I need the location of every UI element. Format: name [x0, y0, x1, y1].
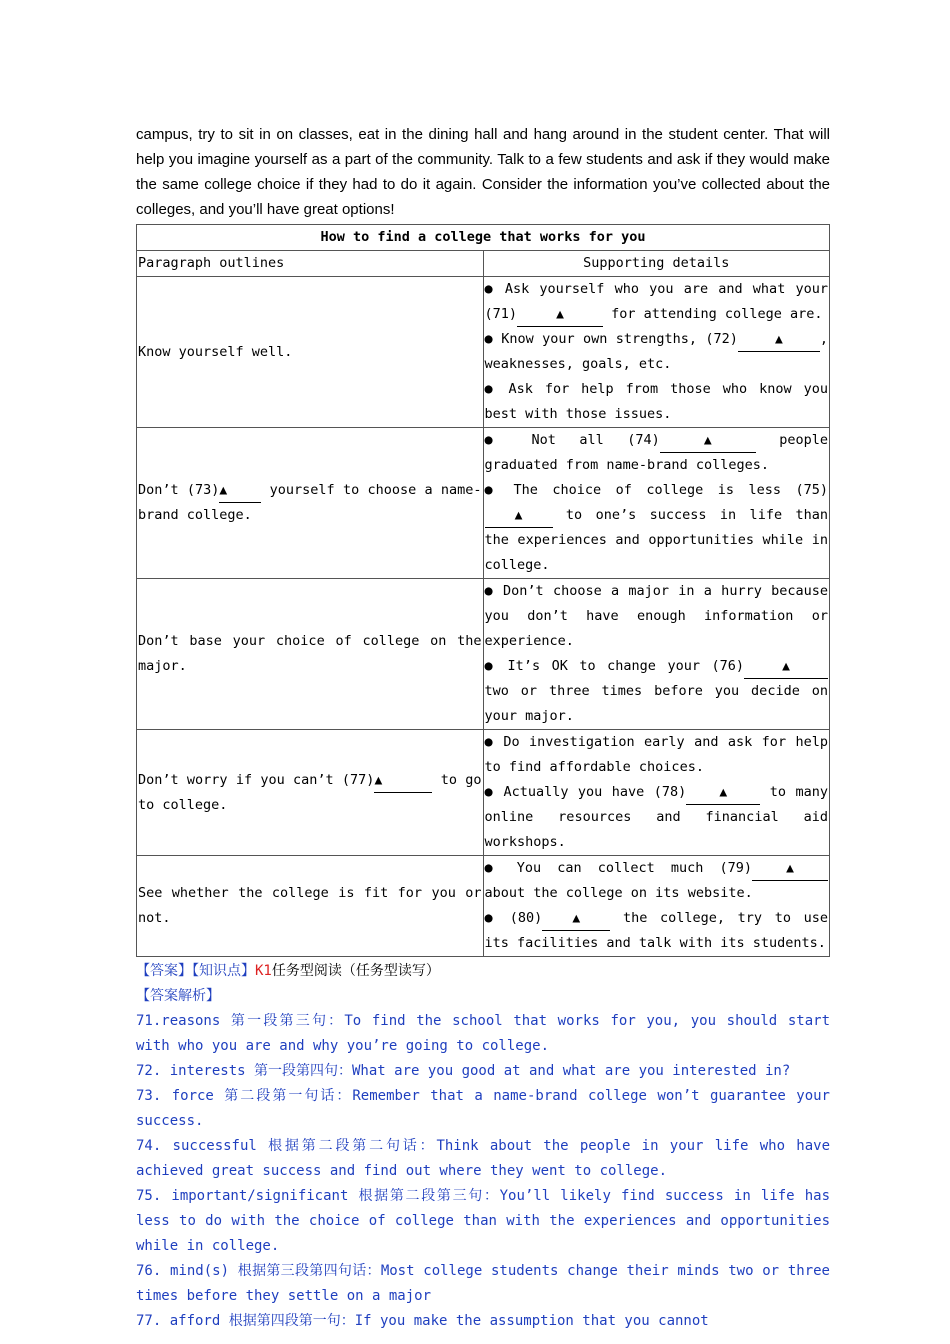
table-row [137, 730, 830, 856]
detail-item: ● The choice of college is less (75)▲ to one’s success in life than the experiences and opportunities while in college. [484, 482, 828, 573]
detail-item: ● Do investigation early and ask for help to find affordable choices. [484, 734, 828, 775]
outline-cell: Don’t base your choice of college on the major. [137, 579, 484, 730]
triangle-icon: ▲ [719, 785, 728, 800]
answer-blank[interactable] [744, 655, 828, 679]
answer-blank[interactable] [542, 907, 610, 931]
detail-item: ● Know your own strengths, (72) ▲ , weaknesses, goals, etc. [485, 327, 829, 377]
detail-item: ● Not all (74) ▲ people graduated from name-brand colleges. [485, 428, 829, 478]
table-row [137, 277, 830, 428]
answer-line: 74. successful 根据第二段第二句话：Think about the people in your life who have achieved great success and find out where they went to college. [136, 1138, 830, 1179]
details-cell [483, 277, 830, 428]
triangle-icon: ▲ [572, 911, 581, 926]
details-cell [483, 730, 830, 856]
triangle-icon: ▲ [774, 332, 783, 347]
answer-line: 77. afford 根据第四段第一句：If you make the assumption that you cannot [136, 1313, 709, 1329]
answer-blank[interactable] [485, 504, 553, 528]
detail-item: ● Don’t choose a major in a hurry because you don’t have enough information or experience. [484, 583, 828, 649]
intro-paragraph: campus, try to sit in on classes, eat in the dining hall and hang around in the student center. That will help you imagine yourself as a part of the community. Talk to a few students and ask if they would make the same college choice if they had to do it again. Consider the information you’ve collected about the colleges, and you’ll have great options! [136, 126, 830, 218]
answer-line: 75. important/significant 根据第二段第三句：You’ll likely find success in life has less to do with the choice of college than with the experiences and opportunities while in college. [136, 1188, 830, 1254]
knowledge-tag: 【知识点】 [192, 963, 255, 979]
triangle-icon: ▲ [374, 772, 383, 788]
answer-blank[interactable] [738, 328, 820, 352]
detail-item: ● (80) ▲ the college, try to use its facilities and talk with its students. [485, 906, 829, 956]
outline-table [136, 224, 830, 957]
triangle-icon: ▲ [786, 861, 794, 876]
answer-blank[interactable] [219, 479, 261, 503]
answer-blank[interactable] [660, 429, 756, 453]
answer-tag: 【答案】 [136, 963, 192, 979]
document-page [136, 122, 830, 1334]
triangle-icon: ▲ [514, 508, 523, 523]
knowledge-topic: 任务型阅读（任务型读写） [271, 963, 440, 979]
outline-cell: See whether the college is fit for you or not. [137, 856, 484, 957]
answer-blank[interactable] [374, 769, 432, 793]
triangle-icon: ▲ [703, 433, 712, 448]
details-cell [483, 579, 830, 730]
answer-line: 72. interests 第一段第四句：What are you good at and what are you interested in? [136, 1063, 791, 1079]
analysis-tag: 【答案解析】 [136, 988, 220, 1004]
detail-item: ● You can collect much (79) ▲ about the college on its website. [485, 856, 829, 906]
answer-line: 76. mind(s) 根据第三段第四句话：Most college students change their minds two or three times before they settle on a major [136, 1263, 830, 1304]
detail-item: ● Ask yourself who you are and what your (71) ▲ for attending college are. [485, 277, 829, 327]
table-title: How to find a college that works for you [137, 225, 830, 251]
answer-header [136, 959, 830, 984]
answer-section [136, 959, 830, 1334]
details-cell [483, 856, 830, 957]
details-cell [483, 428, 830, 579]
detail-item: ● Ask for help from those who know you best with those issues. [484, 381, 828, 422]
outline-cell: Don’t (73)▲ yourself to choose a name-brand college. [137, 428, 484, 579]
table-row [137, 856, 830, 957]
outline-cell: Don’t worry if you can’t (77)▲ to go to college. [137, 730, 484, 856]
triangle-icon: ▲ [556, 307, 564, 322]
table-row [137, 428, 830, 579]
triangle-icon: ▲ [782, 659, 790, 674]
knowledge-code: K1 [255, 963, 272, 979]
answer-line: 73. force 第二段第一句话：Remember that a name-brand college won’t guarantee your success. [136, 1088, 830, 1129]
col1-header: Paragraph outlines [137, 251, 484, 277]
answer-blank[interactable] [686, 781, 760, 805]
detail-item: ● It’s OK to change your (76) ▲ two or three times before you decide on your major. [485, 654, 829, 729]
outline-cell: Know yourself well. [137, 277, 484, 428]
answer-blank[interactable] [517, 303, 603, 327]
answer-line: 71.reasons 第一段第三句：To find the school that works for you, you should start with who you are and why you’re going to college. [136, 1013, 830, 1054]
detail-item: ● Actually you have (78) ▲ to many online resources and financial aid workshops. [485, 780, 829, 855]
triangle-icon: ▲ [219, 483, 228, 498]
table-row [137, 579, 830, 730]
col2-header: Supporting details [483, 251, 830, 277]
answer-blank[interactable] [752, 857, 828, 881]
